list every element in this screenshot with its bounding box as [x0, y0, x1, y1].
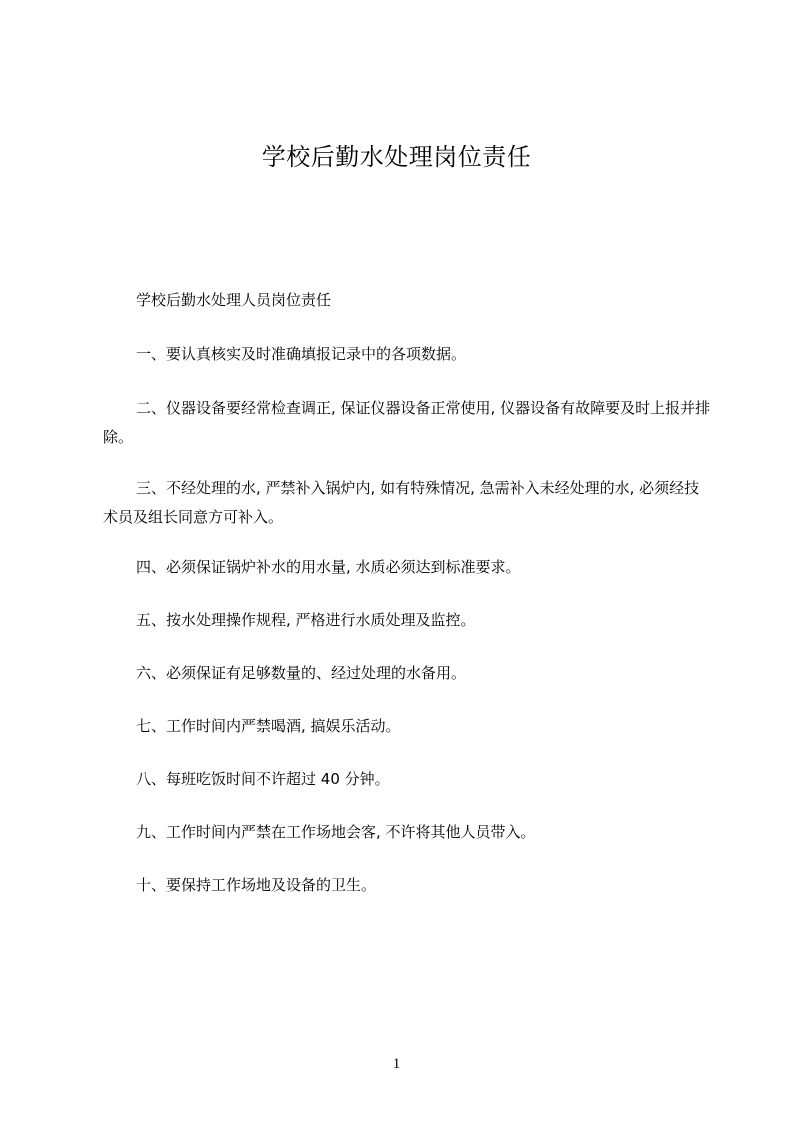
list-item [103, 553, 713, 582]
list-item [103, 712, 713, 741]
list-item [103, 340, 713, 369]
list-item-text: 九、工作时间内严禁在工作场地会客, 不许将其他人员带入。 [136, 823, 536, 841]
list-item-text: 八、每班吃饭时间不许超过 40 分钟。 [136, 770, 390, 788]
list-item-text: 六、必须保证有足够数量的、经过处理的水备用。 [136, 664, 467, 682]
document-subtitle [103, 286, 713, 315]
page-number: 1 [392, 1056, 401, 1072]
list-item-text: 四、必须保证锅炉补水的用水量, 水质必须达到标准要求。 [136, 558, 521, 576]
list-item [103, 606, 713, 635]
list-item [103, 659, 713, 688]
list-item [103, 765, 713, 794]
list-item-text: 五、按水处理操作规程, 严格进行水质处理及监控。 [136, 611, 476, 629]
list-item-text: 十、要保持工作场地及设备的卫生。 [136, 876, 377, 894]
document-subtitle-text: 学校后勤水处理人员岗位责任 [136, 291, 332, 309]
list-item [103, 818, 713, 847]
list-item-text: 三、不经处理的水, 严禁补入锅炉内, 如有特殊情况, 急需补入未经处理的水, 必须经技术员及组长同意方可补入。 [103, 479, 700, 526]
list-item-text: 七、工作时间内严禁喝酒, 搞娱乐活动。 [136, 717, 401, 735]
list-item [103, 871, 713, 900]
list-item [103, 474, 713, 532]
document-title: 学校后勤水处理岗位责任 [261, 143, 532, 171]
list-item-text: 二、仪器设备要经常检查调正, 保证仪器设备正常使用, 仪器设备有故障要及时上报并排除。 [103, 399, 711, 446]
list-item [103, 394, 713, 452]
list-item-text: 一、要认真核实及时准确填报记录中的各项数据。 [136, 345, 467, 363]
